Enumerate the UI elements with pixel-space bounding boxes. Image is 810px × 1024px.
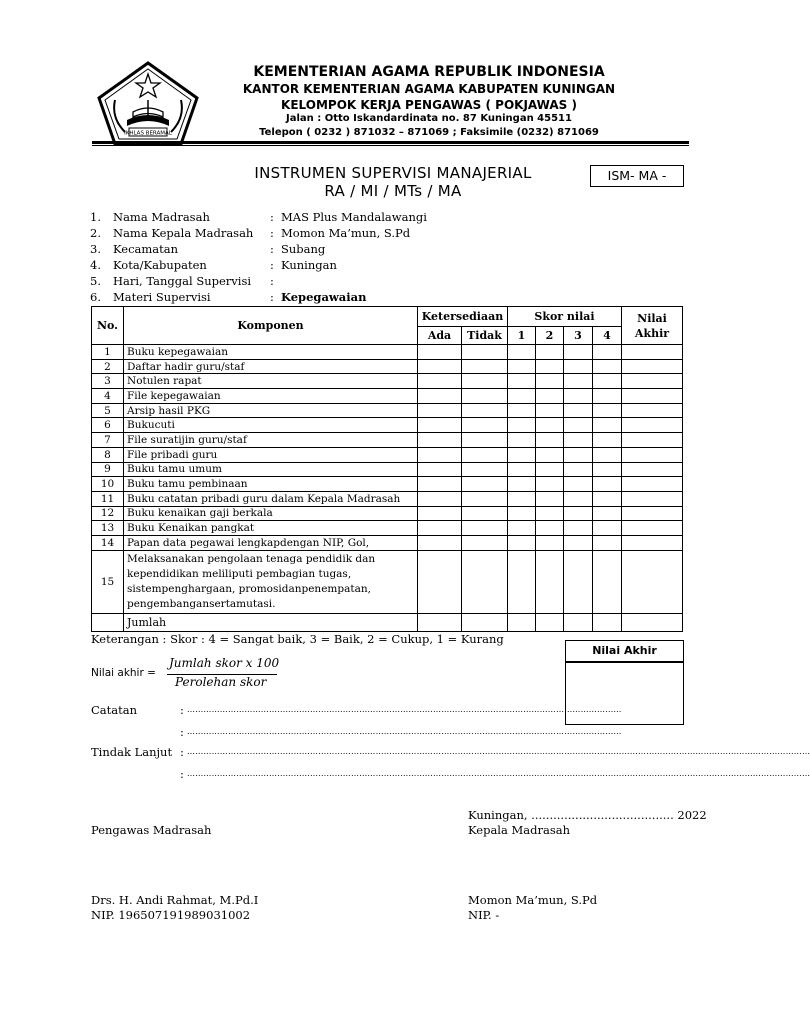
tidak-cell[interactable]: [462, 550, 508, 613]
skor-2-cell[interactable]: [536, 359, 564, 374]
row-komponen: Daftar hadir guru/staf: [124, 359, 418, 374]
header-phone: Telepon ( 0232 ) 871032 – 871069 ; Faksimile (0232) 871069: [259, 127, 599, 138]
tidak-cell[interactable]: [462, 418, 508, 433]
skor-1-cell[interactable]: [508, 535, 536, 550]
logo-motto: IKHLAS BERAMAL: [124, 130, 172, 137]
catatan-line-1[interactable]: ……………………………………………………………………………………………………………………………………………: [187, 705, 622, 714]
identity-num: 3.: [90, 242, 101, 256]
ada-cell[interactable]: [418, 374, 462, 389]
row-number: 6: [92, 418, 124, 433]
skor-4-cell[interactable]: [593, 477, 622, 492]
table-row: [92, 491, 683, 506]
skor-2-cell[interactable]: [536, 389, 564, 404]
ada-cell[interactable]: [418, 418, 462, 433]
tidak-cell[interactable]: [462, 462, 508, 477]
header-office: KANTOR KEMENTERIAN AGAMA KABUPATEN KUNINGAN: [242, 82, 616, 96]
row-komponen: Buku kenaikan gaji berkala: [124, 506, 418, 521]
skor-2-cell[interactable]: [536, 550, 564, 613]
table-row: [92, 345, 683, 360]
skor-1-cell[interactable]: [508, 521, 536, 536]
skor-2-cell[interactable]: [536, 345, 564, 360]
row-komponen: Buku kepegawaian: [124, 345, 418, 360]
doc-code-box: ISM- MA -: [590, 165, 684, 187]
skor-4-cell[interactable]: [593, 550, 622, 613]
ada-cell[interactable]: [418, 521, 462, 536]
header-ministry: KEMENTERIAN AGAMA REPUBLIK INDONESIA: [253, 64, 605, 80]
skor-1-cell[interactable]: [508, 403, 536, 418]
skor-1-cell[interactable]: [508, 389, 536, 404]
identity-num: 1.: [90, 210, 101, 224]
ministry-logo: [93, 60, 203, 148]
nilai-akhir-cell[interactable]: [622, 433, 683, 448]
tidak-cell[interactable]: [462, 389, 508, 404]
col-skor-2-header: 2: [536, 327, 564, 345]
identity-value[interactable]: Kepegawaian: [281, 290, 367, 304]
identity-num: 6.: [90, 290, 101, 304]
table-row: [92, 521, 683, 536]
nilai-akhir-cell[interactable]: [622, 403, 683, 418]
skor-3-cell[interactable]: [564, 535, 593, 550]
doc-title: INSTRUMEN SUPERVISI MANAJERIAL: [254, 164, 532, 182]
col-skor-header: Skor nilai: [508, 307, 622, 327]
row-number: 5: [92, 403, 124, 418]
col-komponen-header: Komponen: [124, 307, 418, 345]
table-row: [92, 462, 683, 477]
ada-cell[interactable]: [418, 389, 462, 404]
nilai-akhir-cell[interactable]: [622, 359, 683, 374]
ada-cell[interactable]: [418, 506, 462, 521]
identity-value[interactable]: MAS Plus Mandalawangi: [281, 210, 427, 224]
formula-label: Nilai akhir =: [91, 667, 156, 679]
col-skor-4-header: 4: [593, 327, 622, 345]
identity-value[interactable]: Subang: [281, 242, 326, 256]
col-no-header: No.: [92, 307, 124, 345]
tindak-lanjut-line-2[interactable]: …………………………………………………………………………………………………………………………………………………………………………………………………………: [187, 769, 810, 778]
row-number: 9: [92, 462, 124, 477]
header-divider-thin: [92, 145, 689, 146]
header-divider: [92, 141, 689, 144]
ada-cell[interactable]: [418, 550, 462, 613]
place-date: Kuningan, ....................................... 2022: [468, 808, 707, 822]
skor-4-cell[interactable]: [593, 359, 622, 374]
table-row: [92, 550, 683, 613]
total-no-cell: [92, 613, 124, 631]
col-tidak-header: Tidak: [462, 327, 508, 345]
nilai-akhir-cell[interactable]: [622, 535, 683, 550]
row-number: 7: [92, 433, 124, 448]
skor-4-cell[interactable]: [593, 433, 622, 448]
skor-2-cell[interactable]: [536, 447, 564, 462]
skor-3-cell[interactable]: [564, 506, 593, 521]
skor-2-cell[interactable]: [536, 462, 564, 477]
row-komponen: Notulen rapat: [124, 374, 418, 389]
row-number: 8: [92, 447, 124, 462]
total-skor-2-cell[interactable]: [536, 613, 564, 631]
nilai-akhir-cell[interactable]: [622, 462, 683, 477]
row-number: 3: [92, 374, 124, 389]
row-number: 14: [92, 535, 124, 550]
tidak-cell[interactable]: [462, 447, 508, 462]
skor-4-cell[interactable]: [593, 535, 622, 550]
skor-2-cell[interactable]: [536, 403, 564, 418]
total-ada-cell[interactable]: [418, 613, 462, 631]
table-row: [92, 389, 683, 404]
final-score-field[interactable]: [565, 662, 684, 725]
supervisor-name: Drs. H. Andi Rahmat, M.Pd.I: [91, 893, 259, 907]
identity-colon: :: [270, 290, 274, 304]
col-skor-1-header: 1: [508, 327, 536, 345]
total-skor-1-cell[interactable]: [508, 613, 536, 631]
skor-2-cell[interactable]: [536, 418, 564, 433]
table-row: [92, 506, 683, 521]
catatan-colon-2: :: [180, 725, 184, 739]
nilai-akhir-cell[interactable]: [622, 447, 683, 462]
nilai-akhir-cell[interactable]: [622, 550, 683, 613]
row-number: 4: [92, 389, 124, 404]
skor-1-cell[interactable]: [508, 418, 536, 433]
identity-num: 5.: [90, 274, 101, 288]
identity-label: Nama Kepala Madrasah: [113, 226, 254, 240]
ada-cell[interactable]: [418, 447, 462, 462]
identity-label: Kecamatan: [113, 242, 179, 256]
nilai-akhir-cell[interactable]: [622, 418, 683, 433]
identity-value[interactable]: Kuningan: [281, 258, 337, 272]
nilai-akhir-cell[interactable]: [622, 521, 683, 536]
total-tidak-cell[interactable]: [462, 613, 508, 631]
total-nilai-akhir-cell[interactable]: [622, 613, 683, 631]
total-skor-4-cell[interactable]: [593, 613, 622, 631]
skor-4-cell[interactable]: [593, 374, 622, 389]
identity-label: Hari, Tanggal Supervisi: [113, 274, 252, 288]
skor-3-cell[interactable]: [564, 374, 593, 389]
table-row: [92, 403, 683, 418]
row-komponen: File kepegawaian: [124, 389, 418, 404]
ada-cell[interactable]: [418, 535, 462, 550]
ada-cell[interactable]: [418, 433, 462, 448]
skor-2-cell[interactable]: [536, 506, 564, 521]
skor-3-cell[interactable]: [564, 359, 593, 374]
row-komponen: File suratijin guru/staf: [124, 433, 418, 448]
skor-2-cell[interactable]: [536, 433, 564, 448]
tidak-cell[interactable]: [462, 521, 508, 536]
nilai-akhir-cell[interactable]: [622, 345, 683, 360]
skor-4-cell[interactable]: [593, 418, 622, 433]
skor-4-cell[interactable]: [593, 447, 622, 462]
skor-4-cell[interactable]: [593, 462, 622, 477]
ada-cell[interactable]: [418, 462, 462, 477]
skor-3-cell[interactable]: [564, 418, 593, 433]
skor-4-cell[interactable]: [593, 403, 622, 418]
skor-3-cell[interactable]: [564, 477, 593, 492]
catatan-label: Catatan: [91, 703, 138, 717]
nilai-akhir-cell[interactable]: [622, 374, 683, 389]
tidak-cell[interactable]: [462, 345, 508, 360]
col-nilai-akhir-header: Nilai Akhir: [622, 307, 683, 345]
catatan-colon: :: [180, 703, 184, 717]
final-score-header: Nilai Akhir: [565, 640, 684, 662]
ada-cell[interactable]: [418, 477, 462, 492]
ada-cell[interactable]: [418, 491, 462, 506]
supervisor-nip: NIP. 196507191989031002: [91, 908, 251, 922]
total-row: [92, 613, 683, 631]
skor-4-cell[interactable]: [593, 491, 622, 506]
tindak-lanjut-label: Tindak Lanjut: [91, 745, 173, 759]
table-row: [92, 535, 683, 550]
col-ketersediaan-header: Ketersediaan: [418, 307, 508, 327]
row-komponen: Papan data pegawai lengkapdengan NIP, Gol,: [124, 535, 418, 550]
skor-1-cell[interactable]: [508, 359, 536, 374]
skor-1-cell[interactable]: [508, 433, 536, 448]
skor-3-cell[interactable]: [564, 389, 593, 404]
skor-3-cell[interactable]: [564, 521, 593, 536]
row-komponen: Buku tamu pembinaan: [124, 477, 418, 492]
skor-2-cell[interactable]: [536, 477, 564, 492]
identity-label: Kota/Kabupaten: [113, 258, 207, 272]
nilai-akhir-cell[interactable]: [622, 477, 683, 492]
col-ada-header: Ada: [418, 327, 462, 345]
row-number: 15: [92, 550, 124, 613]
identity-num: 2.: [90, 226, 101, 240]
row-komponen: Buku catatan pribadi guru dalam Kepala Madrasah: [124, 491, 418, 506]
table-row: [92, 359, 683, 374]
skor-3-cell[interactable]: [564, 345, 593, 360]
table-row: [92, 418, 683, 433]
tidak-cell[interactable]: [462, 535, 508, 550]
ada-cell[interactable]: [418, 403, 462, 418]
identity-label: Nama Madrasah: [113, 210, 210, 224]
formula-numerator: Jumlah skor x 100: [169, 656, 280, 670]
skor-2-cell[interactable]: [536, 374, 564, 389]
skor-3-cell[interactable]: [564, 550, 593, 613]
skor-1-cell[interactable]: [508, 550, 536, 613]
formula-denominator: Perolehan skor: [175, 675, 267, 689]
doc-subtitle: RA / MI / MTs / MA: [324, 182, 462, 200]
skor-3-cell[interactable]: [564, 462, 593, 477]
tidak-cell[interactable]: [462, 374, 508, 389]
skor-4-cell[interactable]: [593, 389, 622, 404]
skor-1-cell[interactable]: [508, 477, 536, 492]
row-komponen: Arsip hasil PKG: [124, 403, 418, 418]
tidak-cell[interactable]: [462, 477, 508, 492]
supervisor-role: Pengawas Madrasah: [91, 823, 212, 837]
principal-nip: NIP. -: [468, 908, 500, 922]
nilai-akhir-cell[interactable]: [622, 389, 683, 404]
table-row: [92, 477, 683, 492]
skor-1-cell[interactable]: [508, 491, 536, 506]
skor-1-cell[interactable]: [508, 374, 536, 389]
tidak-cell[interactable]: [462, 359, 508, 374]
header-group: KELOMPOK KERJA PENGAWAS ( POKJAWAS ): [281, 98, 577, 112]
skor-3-cell[interactable]: [564, 447, 593, 462]
tidak-cell[interactable]: [462, 491, 508, 506]
row-number: 1: [92, 345, 124, 360]
nilai-akhir-cell[interactable]: [622, 506, 683, 521]
row-number: 10: [92, 477, 124, 492]
row-number: 12: [92, 506, 124, 521]
identity-colon: :: [270, 242, 274, 256]
skor-4-cell[interactable]: [593, 345, 622, 360]
row-komponen: Buku tamu umum: [124, 462, 418, 477]
principal-role: Kepala Madrasah: [468, 823, 571, 837]
skor-3-cell[interactable]: [564, 433, 593, 448]
row-number: 11: [92, 491, 124, 506]
col-skor-3-header: 3: [564, 327, 593, 345]
skor-2-cell[interactable]: [536, 521, 564, 536]
ada-cell[interactable]: [418, 359, 462, 374]
tidak-cell[interactable]: [462, 403, 508, 418]
identity-colon: :: [270, 274, 274, 288]
skor-3-cell[interactable]: [564, 403, 593, 418]
tidak-cell[interactable]: [462, 506, 508, 521]
table-row: [92, 447, 683, 462]
identity-colon: :: [270, 210, 274, 224]
identity-label: Materi Supervisi: [113, 290, 211, 304]
row-number: 13: [92, 521, 124, 536]
skor-2-cell[interactable]: [536, 491, 564, 506]
table-row: [92, 374, 683, 389]
skor-1-cell[interactable]: [508, 506, 536, 521]
nilai-akhir-cell[interactable]: [622, 491, 683, 506]
tidak-cell[interactable]: [462, 433, 508, 448]
tindak-lanjut-colon-2: :: [180, 767, 184, 781]
row-number: 2: [92, 359, 124, 374]
tindak-lanjut-line-1[interactable]: …………………………………………………………………………………………………………………………………………………………………………………………………………: [187, 747, 810, 756]
identity-value[interactable]: Momon Ma’mun, S.Pd: [281, 226, 411, 240]
row-komponen: File pribadi guru: [124, 447, 418, 462]
skor-3-cell[interactable]: [564, 491, 593, 506]
skor-1-cell[interactable]: [508, 447, 536, 462]
identity-colon: :: [270, 258, 274, 272]
tindak-lanjut-colon: :: [180, 745, 184, 759]
table-row: [92, 433, 683, 448]
skor-1-cell[interactable]: [508, 462, 536, 477]
row-komponen: Buku Kenaikan pangkat: [124, 521, 418, 536]
header-address: Jalan : Otto Iskandardinata no. 87 Kuningan 45511: [286, 113, 572, 124]
supervision-table: [91, 306, 683, 632]
row-komponen: Bukucuti: [124, 418, 418, 433]
identity-colon: :: [270, 226, 274, 240]
principal-name: Momon Ma’mun, S.Pd: [468, 893, 598, 907]
skor-4-cell[interactable]: [593, 506, 622, 521]
skor-2-cell[interactable]: [536, 535, 564, 550]
row-komponen: Melaksanakan pengolaan tenaga pendidik dan kependidikan meliliputi pembagian tugas, sistempenghargaan, promosidanpenempatan, pengembangansertamutasi.: [124, 550, 418, 613]
ada-cell[interactable]: [418, 345, 462, 360]
skor-4-cell[interactable]: [593, 521, 622, 536]
catatan-line-2[interactable]: ……………………………………………………………………………………………………………………………………………: [187, 727, 622, 736]
total-skor-3-cell[interactable]: [564, 613, 593, 631]
skor-1-cell[interactable]: [508, 345, 536, 360]
score-legend: Keterangan : Skor : 4 = Sangat baik, 3 = Baik, 2 = Cukup, 1 = Kurang: [91, 632, 504, 646]
identity-num: 4.: [90, 258, 101, 272]
total-label: Jumlah: [124, 613, 418, 631]
